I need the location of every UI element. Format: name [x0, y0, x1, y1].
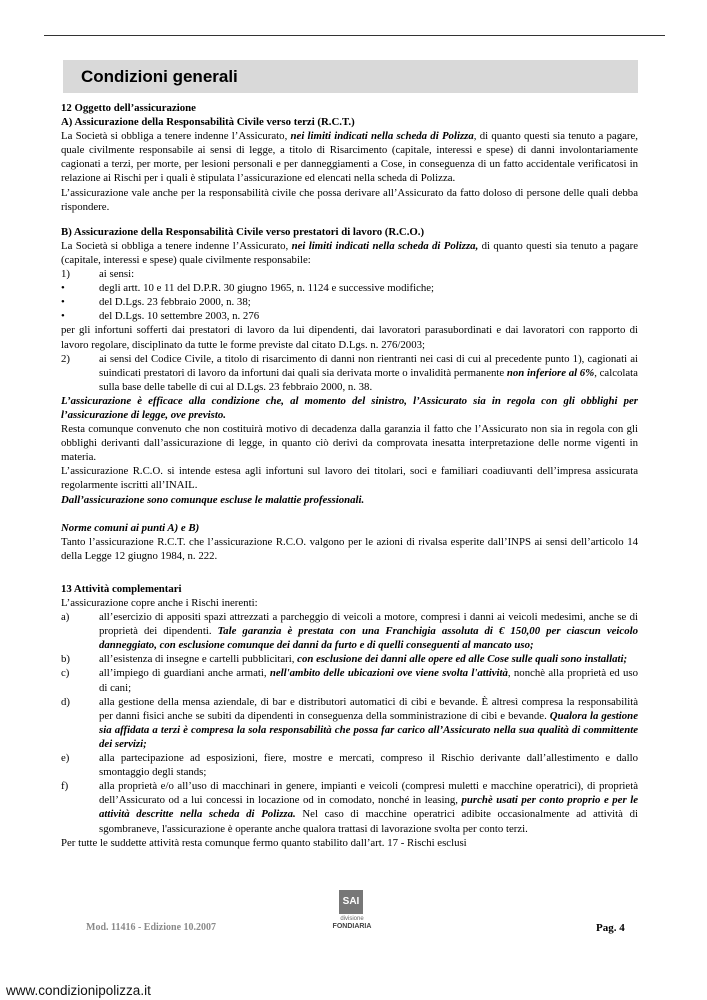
list-text: [99, 610, 638, 652]
section-b-paragraph-3: L’assicurazione è efficace alla condizione che, al momento del sinistro, l’Assicurato sia in regola con gli obblighi per l’assicurazione di legge, ove previsto.: [61, 394, 638, 421]
website-link[interactable]: www.condizionipolizza.it: [6, 983, 151, 998]
emphasis: non inferiore al 6%: [506, 366, 595, 379]
emphasis: Qualora la gestione sia affidata a terzi è compresa la sola responsabilità che possa far carico all’Assicurato nella sua qualità di committente dei servizi;: [99, 709, 638, 750]
bullet-icon: •: [61, 296, 65, 309]
section-12-heading: 12 Oggetto dell’assicurazione: [61, 102, 196, 114]
list-marker: c): [61, 667, 70, 680]
section-b-paragraph-5: L’assicurazione R.C.O. si intende estesa agli infortuni sul lavoro dei titolari, soci e familiari coadiuvanti dell’impresa assicurata regolarmente iscritti all’INAIL.: [61, 465, 638, 492]
list-text: [99, 751, 638, 779]
section-b-paragraph-1: [61, 239, 638, 267]
emphasis: nei limiti indicati nella scheda di Polizza: [290, 130, 474, 143]
sai-fondiaria-logo: [329, 890, 375, 936]
text-run: all’esistenza di insegne e cartelli pubblicitari,: [99, 653, 298, 666]
bullet-icon: •: [61, 282, 65, 295]
section-a-paragraph-2: L’assicurazione vale anche per la responsabilità civile che possa derivare all’Assicurato da fatto doloso di persone delle quali debba rispondere.: [61, 186, 638, 213]
text-run: alla partecipazione ad esposizioni, fiere, mostre e mercati, compreso il Rischio derivante dall’allestimento e dallo smontaggio degli stands;: [99, 752, 638, 779]
logo-line-1: divisione: [340, 916, 364, 922]
logo-mark: SAI: [339, 890, 363, 914]
list-text: [99, 779, 638, 835]
text-run: alla proprietà e/o all’uso di macchinari in genere, impianti e veicoli (compresi muletti e macchine operatrici), di proprietà dell’Assicurato od a lui concessi in locazione od in comodato, nonché in leasing,: [99, 780, 638, 807]
text-run: La Società si obbliga a tenere indenne l’Assicurato,: [61, 239, 292, 252]
text-run: , di quanto questi sia tenuto a pagare, quale civilmente responsabile ai sensi di legge, a titolo di Risarcimento (capitale, interessi e spese) di danni involontariamente cagionati a terzi, per morte, per lesioni personali e per danneggiamenti a Cose, in conseguenza di un fatto accidentale verificatosi in relazione ai Rischi per i quali è stipulata l’assicurazione ed elencati nella scheda di Polizza.: [61, 130, 638, 185]
list-text: [99, 352, 638, 394]
bullet-text: del D.Lgs. 23 febbraio 2000, n. 38;: [99, 296, 251, 309]
list-text: ai sensi:: [99, 268, 135, 281]
top-rule: [44, 35, 665, 36]
page-number: Pag. 4: [596, 922, 625, 934]
emphasis: Tale garanzia è prestata con una Franchigia assoluta di € 150,00 per ciascun veicolo danneggiato, con esclusione comunque dei danni da furto e di quelli conseguenti al mancato uso;: [99, 625, 638, 652]
text-run: di quanto questi sia tenuto a pagare (capitale, interessi e spese) quale civilmente responsabile:: [61, 239, 638, 266]
document-body: [61, 101, 638, 850]
section-b-paragraph-6: Dall’assicurazione sono comunque escluse le malattie professionali.: [61, 493, 365, 506]
list-item: [61, 779, 638, 835]
bullet-icon: •: [61, 310, 65, 323]
list-marker: 2): [61, 352, 70, 365]
section-a-paragraph-1: [61, 129, 638, 185]
list-marker: e): [61, 752, 70, 765]
norme-text: Tanto l’assicurazione R.C.T. che l’assicurazione R.C.O. valgono per le azioni di rivalsa esperite dall’INPS ai sensi dell’articolo 14 della Legge 12 giugno 1984, n. 222.: [61, 535, 638, 562]
text-run: all’impiego di guardiani anche armati,: [99, 667, 270, 680]
list-marker: b): [61, 653, 70, 666]
list-marker: a): [61, 611, 70, 624]
page-title: Condizioni generali: [63, 60, 638, 93]
section-b-paragraph-2: per gli infortuni sofferti dai prestatori di lavoro da lui dipendenti, dai lavoratori parasubordinati e dai lavoratori con rapporto di lavoro regolare, disciplinato da tutte le forme previste dal citato D.Lgs. n. 276/2003;: [61, 324, 638, 351]
list-text: [99, 695, 638, 751]
list-item: [61, 751, 638, 779]
list-item: [61, 695, 638, 751]
section-13-heading: 13 Attività complementari: [61, 582, 182, 595]
text-run: , calcolata sulla base delle tabelle di cui al D.Lgs. 23 febbraio 2000, n. 38.: [99, 366, 638, 393]
list-text: [99, 666, 638, 694]
emphasis: purchè usati per conto proprio e per le attività descritte nella scheda di Polizza.: [99, 794, 638, 821]
section-13-intro: L’assicurazione copre anche i Rischi inerenti:: [61, 597, 258, 609]
list-item-2: [61, 352, 638, 394]
list-marker: f): [61, 780, 69, 793]
emphasis: nei limiti indicati nella scheda di Polizza,: [291, 239, 479, 252]
bullet-item: [61, 309, 638, 323]
text-run: alla gestione della mensa aziendale, di bar e distributori automatici di cibi e bevande. È altresì compresa la responsabilità per danni fisici anche se subiti da dipendenti in conseguenza della somministrazione di cibi e bevande.: [99, 695, 638, 722]
list-marker: d): [61, 695, 70, 708]
text-run: all’esercizio di appositi spazi attrezzati a parcheggio di veicoli a motore, compresi i danni ai veicoli medesimi, anche se di proprietà dei dipendenti.: [99, 611, 638, 638]
list-item-1: [61, 267, 638, 281]
list-item: [61, 610, 638, 652]
bullet-item: [61, 281, 638, 295]
emphasis: con esclusione dei danni alle opere ed alle Cose sulle quali sono installati;: [297, 653, 628, 666]
text-run: Nel caso di macchine operatrici adibite occasionalmente ad attività di sgombraneve, l'assicurazione è operante anche qualora trattasi di lavorazione svolta per conto terzi.: [99, 808, 639, 835]
section-b-paragraph-4: Resta comunque convenuto che non costituirà motivo di decadenza dalla garanzia il fatto che l’Assicurato non sia in regola con gli obblighi derivanti dall’assicurazione di legge, in quanto ciò derivi da comprovata inesatta interpretazione delle norme vigenti in materia.: [61, 423, 638, 464]
list-marker: 1): [61, 268, 70, 281]
section-a-heading: A) Assicurazione della Responsabilità Civile verso terzi (R.C.T.): [61, 116, 355, 129]
text-run: , nonchè alla proprietà ed uso di cani;: [99, 667, 638, 694]
bullet-text: del D.Lgs. 10 settembre 2003, n. 276: [99, 310, 260, 323]
text-run: ai sensi del Codice Civile, a titolo di risarcimento di danni non rientranti nei casi di cui al precedente punto 1), cagionati ai suindicati prestatori di lavoro da infortuni dai quali sia derivata morte o invalidità permanente: [99, 352, 638, 379]
bullet-text: degli artt. 10 e 11 del D.P.R. 30 giugno 1965, n. 1124 e successive modifiche;: [99, 282, 435, 295]
edition-label: Mod. 11416 - Edizione 10.2007: [86, 922, 217, 933]
section-b-heading: B) Assicurazione della Responsabilità Civile verso prestatori di lavoro (R.C.O.): [61, 225, 425, 238]
emphasis: nell'ambito delle ubicazioni ove viene svolta l'attività: [269, 667, 508, 680]
text-run: La Società si obbliga a tenere indenne l’Assicurato,: [61, 130, 291, 143]
list-text: [99, 652, 638, 666]
bullet-item: [61, 295, 638, 309]
section-13-closing: Per tutte le suddette attività resta comunque fermo quanto stabilito dall’art. 17 - Rischi esclusi: [61, 836, 467, 849]
list-item: [61, 666, 638, 694]
norme-heading: Norme comuni ai punti A) e B): [61, 521, 200, 534]
logo-line-2: FONDIARIA: [332, 923, 372, 930]
list-item: [61, 652, 638, 666]
